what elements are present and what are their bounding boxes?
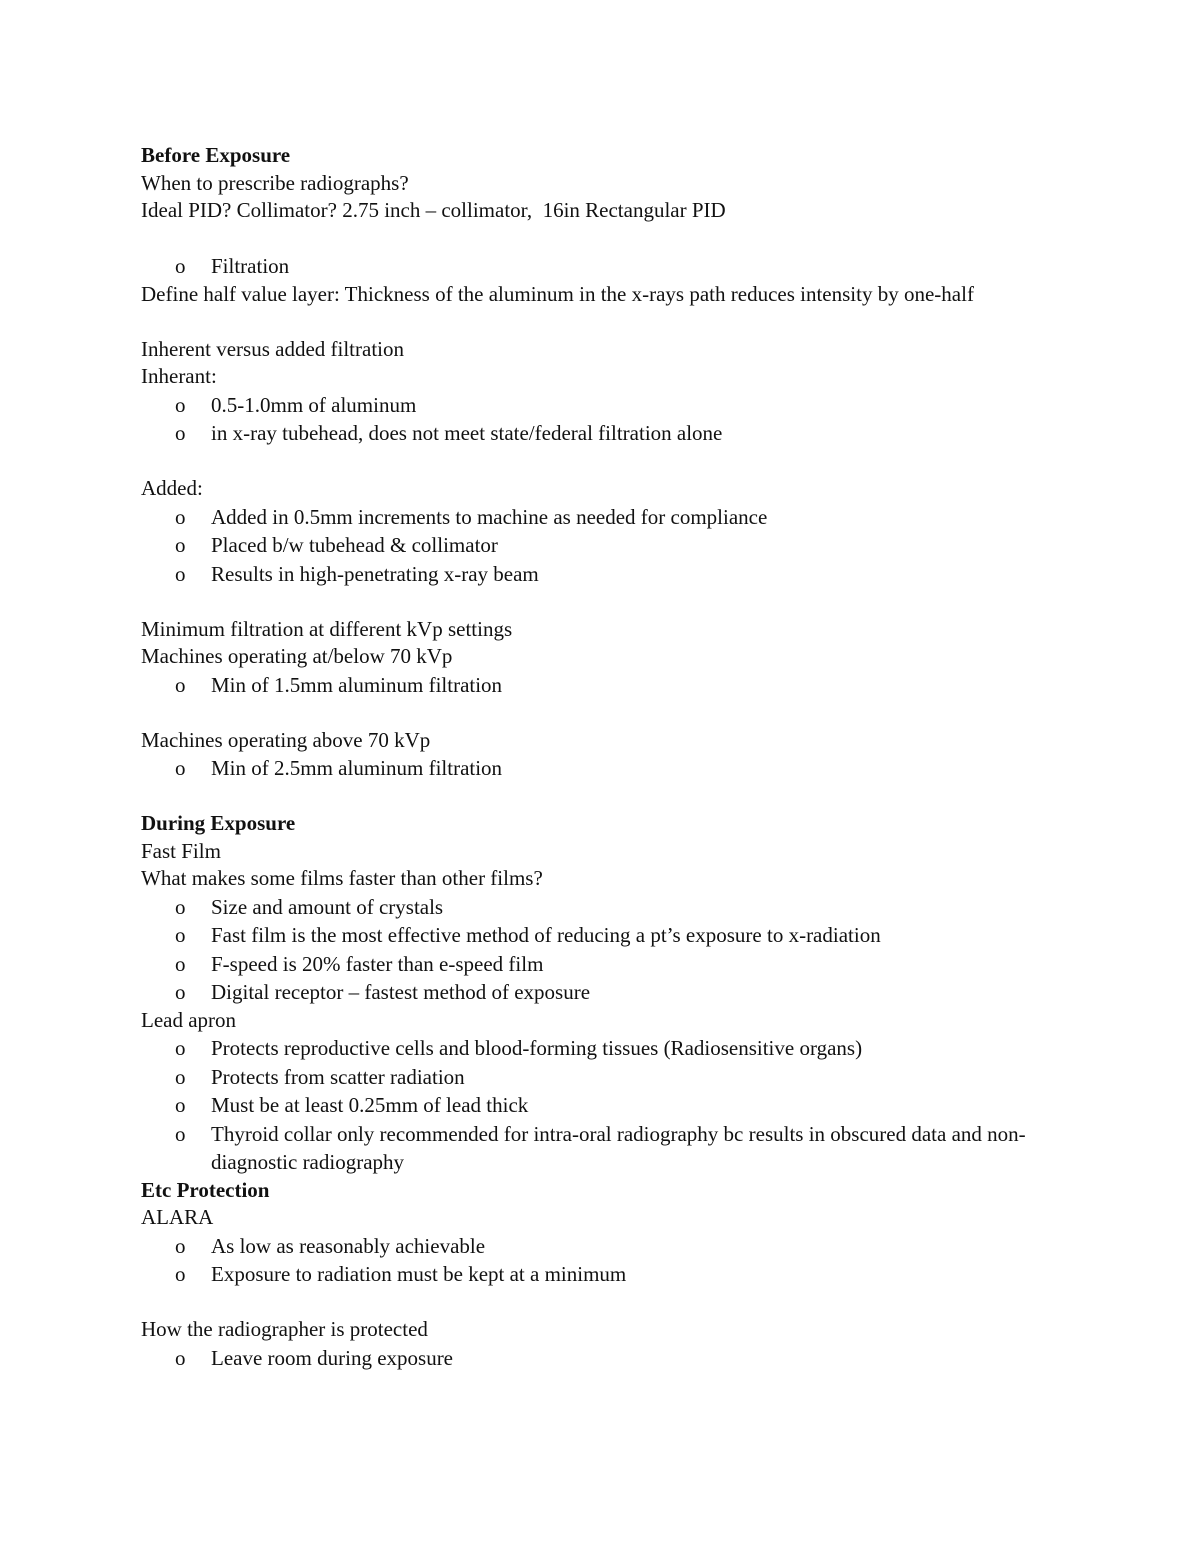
text-line: Lead apron [141, 1007, 237, 1032]
text-line: When to prescribe radiographs? [141, 170, 409, 195]
bullet-text: Protects from scatter radiation [211, 1064, 465, 1089]
bullet-text: Placed b/w tubehead & collimator [211, 533, 498, 557]
bullet-marker: o [175, 1262, 186, 1286]
text-line: Define half value layer: Thickness of the aluminum in the x-rays path reduces intensity by one-half [141, 281, 974, 306]
bullet-marker: o [175, 894, 186, 919]
bullet-item [141, 671, 1061, 700]
blank-line [141, 448, 1061, 476]
document-page [141, 142, 1061, 1372]
bullet-item [141, 1120, 1061, 1177]
bullet-item [141, 1034, 1061, 1063]
bullet-marker: o [175, 561, 186, 586]
bullet-text: Size and amount of crystals [211, 894, 444, 919]
bullet-marker: o [175, 951, 186, 976]
bullet-text: Leave room during exposure [211, 1345, 454, 1370]
bullet-item [141, 1091, 1061, 1120]
bullet-marker: o [175, 1064, 186, 1089]
text-line: Ideal PID? Collimator? 2.75 inch – collimator, 16in Rectangular PID [141, 198, 726, 222]
blank-line [141, 225, 1061, 253]
bullet-marker: o [175, 392, 186, 417]
text-line: Minimum filtration at different kVp settings [141, 616, 513, 641]
section-heading-etc-protection: Etc Protection [141, 1177, 270, 1202]
text-line: What makes some films faster than other films? [141, 866, 543, 890]
bullet-marker: o [175, 672, 186, 697]
bullet-item [141, 921, 1061, 950]
bullet-item [141, 1260, 1061, 1289]
bullet-text: Protects reproductive cells and blood-forming tissues (Radiosensitive organs) [211, 1036, 863, 1060]
text-line: Added: [141, 476, 203, 500]
text-line: ALARA [141, 1205, 214, 1229]
bullet-text: Must be at least 0.25mm of lead thick [211, 1093, 529, 1117]
bullet-marker: o [175, 980, 186, 1004]
bullet-item [141, 1344, 1061, 1373]
bullet-text: 0.5-1.0mm of aluminum [211, 392, 417, 417]
bullet-text: As low as reasonably achievable [211, 1233, 486, 1258]
text-line: Inherent versus added filtration [141, 336, 404, 361]
bullet-marker: o [175, 421, 186, 445]
text-line: Inherant: [141, 364, 217, 388]
bullet-marker: o [175, 254, 186, 278]
text-line: Fast Film [141, 838, 221, 863]
bullet-item [141, 754, 1061, 783]
text-line: Machines operating at/below 70 kVp [141, 644, 453, 668]
blank-line [141, 783, 1061, 811]
bullet-item [141, 950, 1061, 979]
bullet-item [141, 531, 1061, 560]
text-line: How the radiographer is protected [141, 1317, 428, 1341]
bullet-marker: o [175, 1233, 186, 1258]
bullet-item [141, 252, 1061, 281]
bullet-text: Added in 0.5mm increments to machine as needed for compliance [211, 504, 768, 529]
bullet-text: Results in high-penetrating x-ray beam [211, 561, 539, 586]
bullet-marker: o [175, 1121, 186, 1146]
bullet-text: in x-ray tubehead, does not meet state/federal filtration alone [211, 421, 723, 445]
bullet-marker: o [175, 1093, 186, 1117]
bullet-marker: o [175, 533, 186, 557]
bullet-text: Fast film is the most effective method of reducing a pt’s exposure to x-radiation [211, 923, 881, 947]
bullet-marker: o [175, 1036, 186, 1060]
bullet-text: F-speed is 20% faster than e-speed film [211, 951, 544, 976]
blank-line [141, 699, 1061, 727]
section-heading-during-exposure: During Exposure [141, 811, 296, 835]
bullet-text: Min of 2.5mm aluminum filtration [211, 756, 503, 780]
bullet-text: Min of 1.5mm aluminum filtration [211, 672, 503, 697]
bullet-item [141, 560, 1061, 589]
blank-line [141, 588, 1061, 616]
bullet-item [141, 419, 1061, 448]
section-heading-before-exposure: Before Exposure [141, 143, 291, 167]
bullet-item [141, 503, 1061, 532]
bullet-text: Exposure to radiation must be kept at a minimum [211, 1262, 627, 1286]
bullet-marker: o [175, 923, 186, 947]
blank-line [141, 1289, 1061, 1317]
bullet-item [141, 1232, 1061, 1261]
bullet-item [141, 1063, 1061, 1092]
bullet-item [141, 893, 1061, 922]
bullet-item [141, 978, 1061, 1007]
bullet-marker: o [175, 504, 186, 529]
bullet-marker: o [175, 756, 186, 780]
bullet-text: Filtration [211, 254, 290, 278]
bullet-item [141, 391, 1061, 420]
bullet-text: Digital receptor – fastest method of exposure [211, 980, 591, 1004]
blank-line [141, 308, 1061, 336]
bullet-text: Thyroid collar only recommended for intra-oral radiography bc results in obscured data and non-diagnostic radiography [211, 1121, 1026, 1174]
bullet-marker: o [175, 1345, 186, 1370]
text-line: Machines operating above 70 kVp [141, 727, 431, 752]
